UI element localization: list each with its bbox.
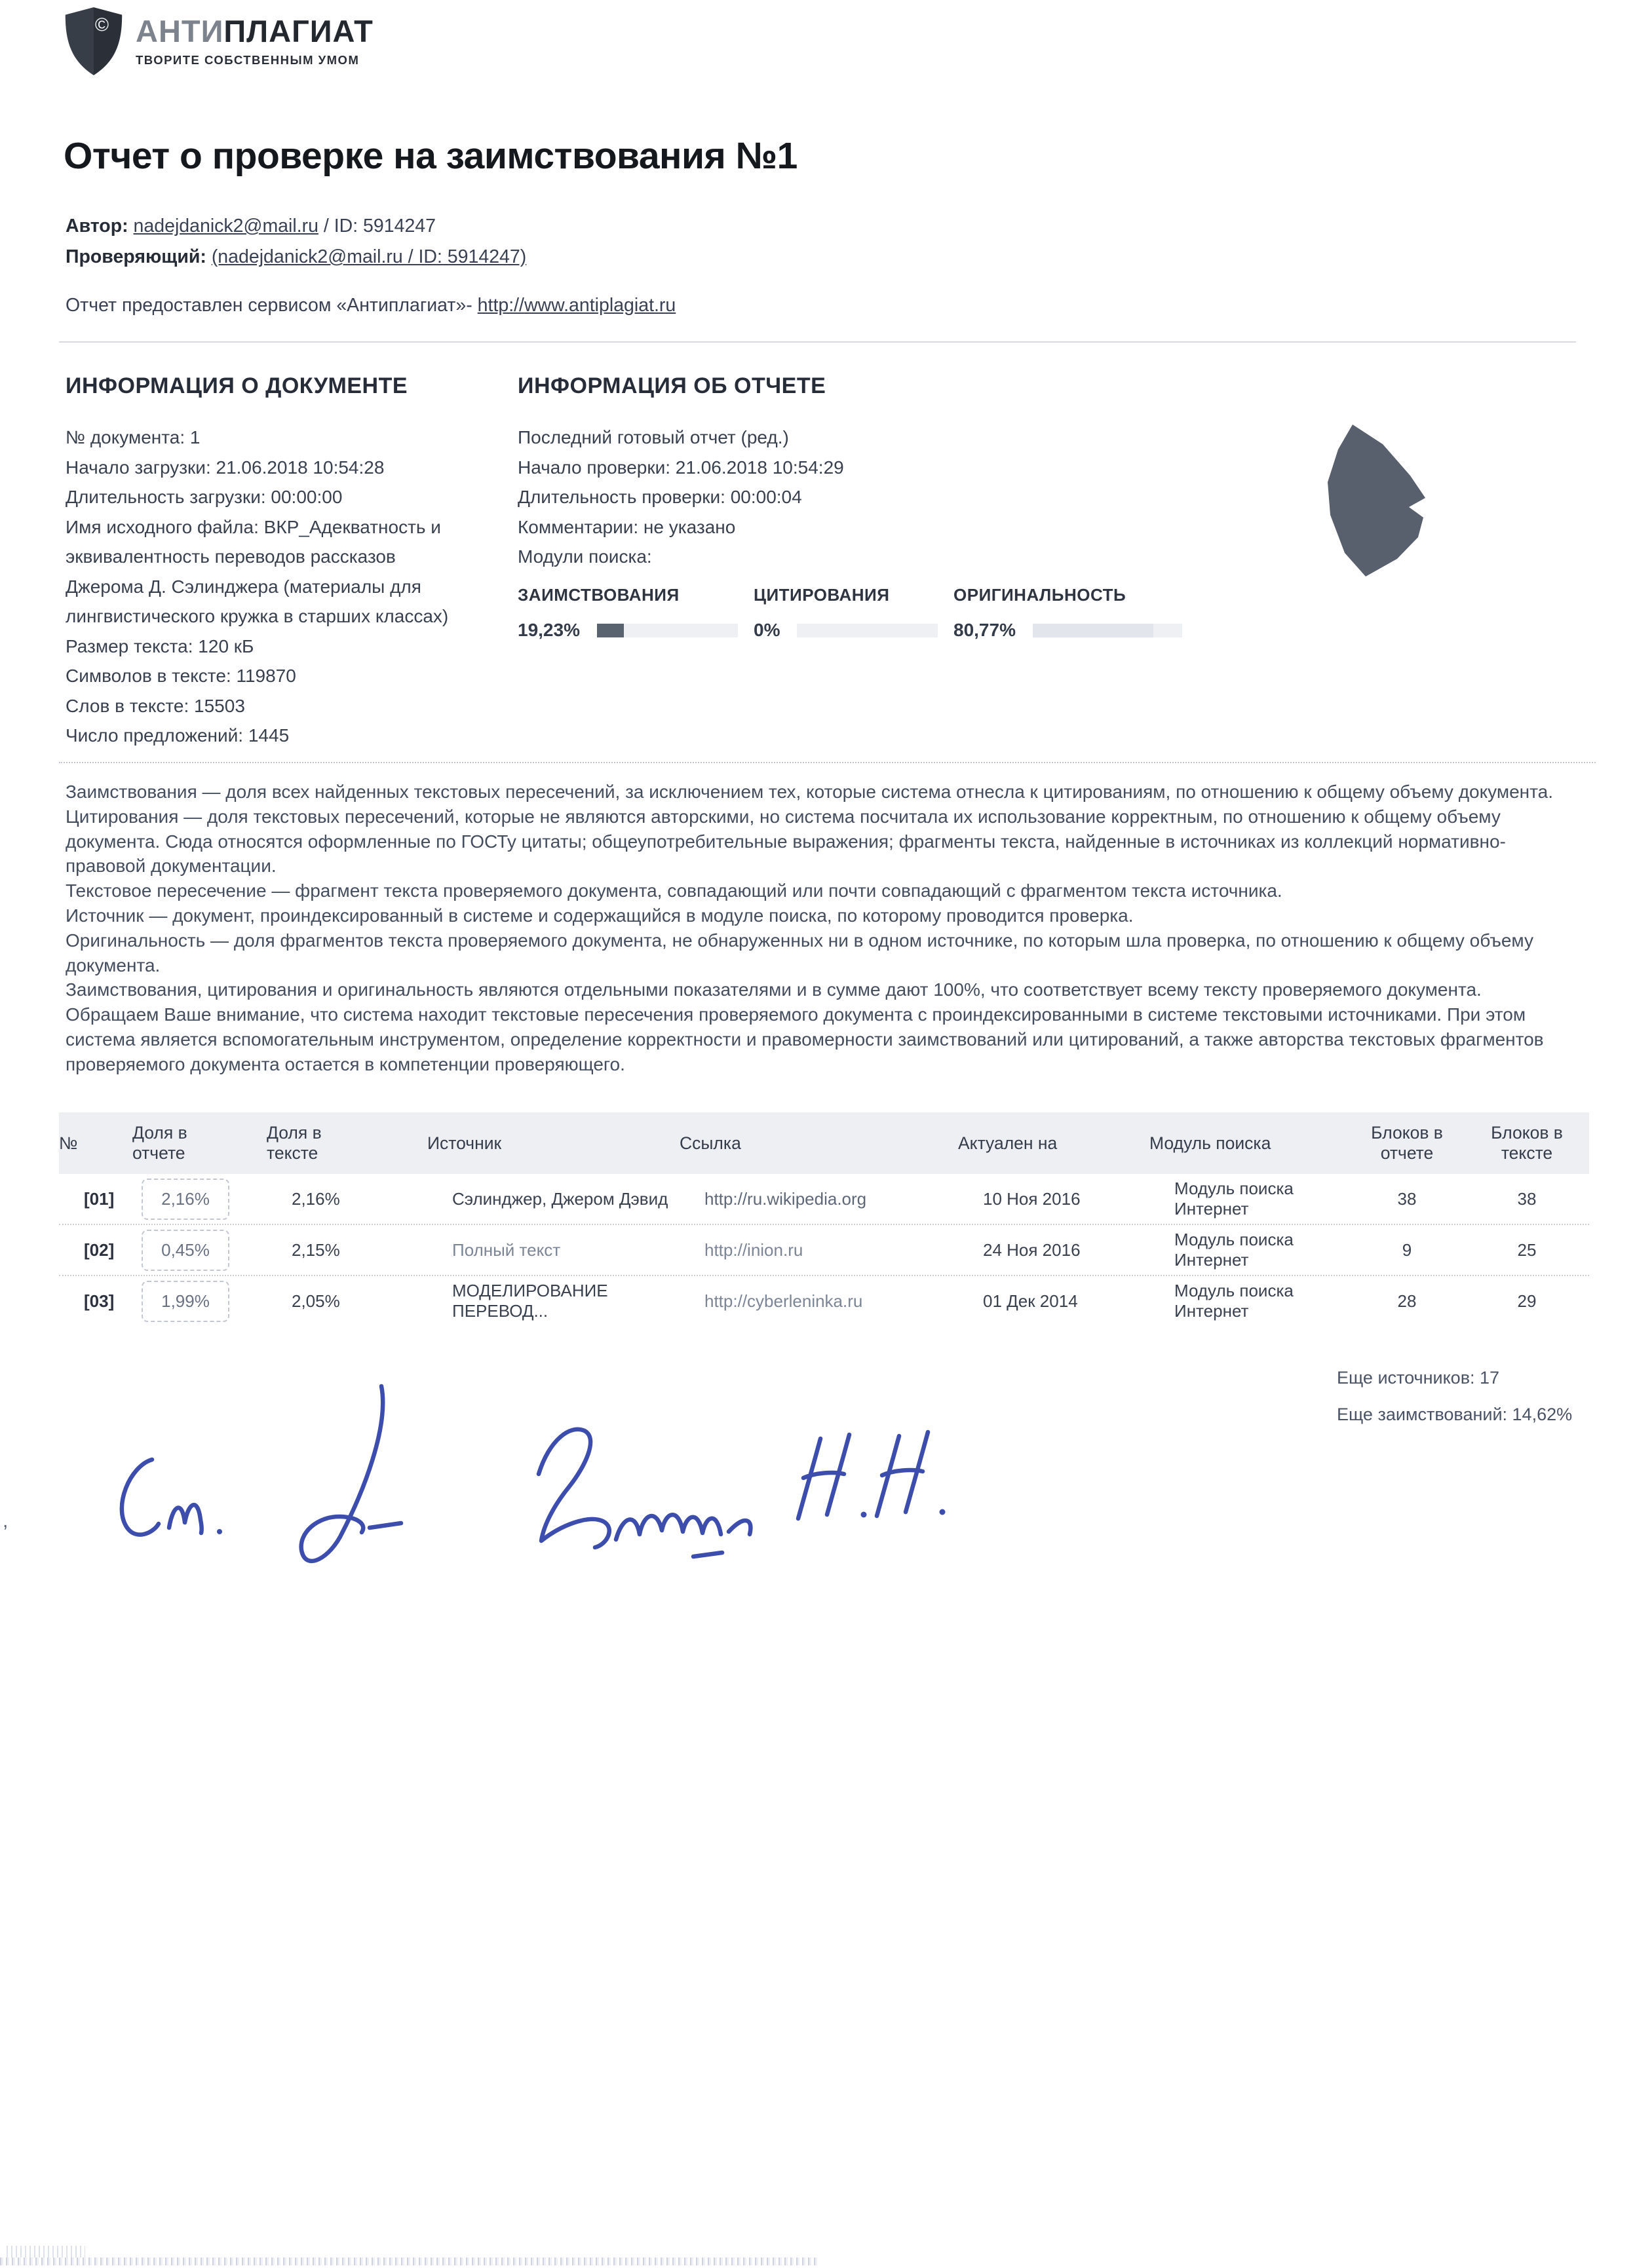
- metric-bar: [1033, 624, 1182, 637]
- cell-source: Сэлинджер, Джером Дэвид: [452, 1188, 668, 1209]
- brand-plagiat: ПЛАГИАТ: [223, 14, 374, 48]
- shield-copyright-icon: [62, 5, 125, 77]
- page-title: Отчет о проверке на заимствования №1: [64, 135, 798, 177]
- scan-artifact-wedge: [1318, 425, 1433, 578]
- header-module: Модуль поиска: [1149, 1133, 1271, 1153]
- definition-paragraph: Оригинальность — доля фрагментов текста проверяемого документа, не обнаруженных ни в одном источнике, по которым шла проверка, по отношению к общему объему документа.: [66, 930, 1533, 975]
- definitions-text: [66, 780, 1581, 1077]
- cell-link: [680, 1189, 958, 1209]
- header-source: Источник: [427, 1133, 502, 1153]
- metric-label: ЦИТИРОВАНИЯ: [754, 585, 890, 605]
- metric-bar: [597, 624, 738, 637]
- cell-num: [03]: [84, 1291, 115, 1311]
- service-url-link[interactable]: http://www.antiplagiat.ru: [477, 295, 676, 316]
- cell-blocks-text: 25: [1517, 1239, 1537, 1260]
- cell-actual: 10 Ноя 2016: [983, 1188, 1081, 1209]
- cell-actual: 24 Ноя 2016: [983, 1239, 1081, 1260]
- cell-source: МОДЕЛИРОВАНИЕ ПЕРЕВОД...: [452, 1281, 608, 1321]
- cell-module: Модуль поиска Интернет: [1174, 1230, 1294, 1270]
- header-blocks-text: Блоков в тексте: [1491, 1123, 1563, 1163]
- author-id: / ID: 5914247: [318, 216, 436, 236]
- brand-anti: АНТИ: [136, 14, 224, 48]
- meta-block: [66, 211, 676, 321]
- metric-value: 0%: [754, 620, 780, 640]
- metric-value: 80,77%: [953, 620, 1016, 640]
- service-prefix: Отчет предоставлен сервисом «Антиплагиат»-: [66, 295, 478, 316]
- info-line: Символов в тексте: 119870: [66, 666, 296, 686]
- info-line: Размер текста: 120 кБ: [66, 635, 254, 656]
- info-line: № документа: 1: [66, 427, 201, 447]
- cell-num: [02]: [84, 1239, 115, 1260]
- info-line: Слов в тексте: 15503: [66, 695, 245, 716]
- cell-module: Модуль поиска Интернет: [1174, 1281, 1294, 1321]
- header-actual: Актуален на: [958, 1133, 1058, 1153]
- author-line: [66, 211, 676, 242]
- header-num: №: [59, 1133, 78, 1153]
- document-info-lines: [66, 423, 465, 751]
- table-header-row: [59, 1112, 1589, 1174]
- cell-link: [680, 1240, 958, 1260]
- bottom-scan-artifact: [0, 2258, 819, 2265]
- header-blocks-report: Блоков в отчете: [1371, 1123, 1443, 1163]
- author-label: Автор:: [66, 216, 128, 236]
- metric-label: ЗАИМСТВОВАНИЯ: [518, 585, 680, 605]
- definition-paragraph: Обращаем Ваше внимание, что система находит текстовые пересечения проверяемого документа с проиндексированными в системе текстовыми источниками. При этом система является вспомогательным инструментом, определение корректности и правомерности заимствований или цитирований, а также авторства текстовых фрагментов проверяемого документа остается в компетенции проверяющего.: [66, 1004, 1544, 1074]
- metric-value: 19,23%: [518, 620, 580, 640]
- cell-share-text: 2,16%: [292, 1188, 340, 1209]
- definition-paragraph: Источник — документ, проиндексированный в системе и содержащийся в модуле поиска, по которому проводится проверка.: [66, 905, 1134, 926]
- bottom-scan-artifact-left: [7, 2246, 85, 2258]
- info-line: Начало загрузки: 21.06.2018 10:54:28: [66, 457, 385, 478]
- definition-paragraph: Заимствования — доля всех найденных текстовых пересечений, за исключением тех, которые система отнесла к цитированиям, по отношению к общему объему документа.: [66, 782, 1554, 802]
- reviewer-label: Проверяющий:: [66, 246, 206, 267]
- cell-blocks-text: 38: [1517, 1188, 1537, 1209]
- info-line: Модули поиска:: [518, 546, 652, 567]
- metric-citations: [754, 585, 938, 641]
- header-share-text: Доля в тексте: [267, 1123, 322, 1163]
- svg-text:©: ©: [94, 14, 109, 36]
- author-email-link[interactable]: nadejdanick2@mail.ru: [133, 216, 318, 236]
- divider-top: [59, 341, 1576, 343]
- metric-bar: [797, 624, 938, 637]
- cell-share-report: 0,45%: [132, 1230, 267, 1271]
- header-link: Ссылка: [680, 1133, 741, 1153]
- metric-borrowings: [518, 585, 738, 641]
- cell-link: [680, 1291, 958, 1312]
- source-link[interactable]: http://inion.ru: [704, 1239, 803, 1260]
- cell-blocks-report: 9: [1402, 1239, 1412, 1260]
- report-info-section: [518, 373, 963, 572]
- info-line: Начало проверки: 21.06.2018 10:54:29: [518, 457, 844, 478]
- report-info-lines: [518, 423, 963, 572]
- metric-label: ОРИГИНАЛЬНОСТЬ: [953, 585, 1126, 605]
- info-line: Комментарии: не указано: [518, 516, 736, 537]
- info-line: Длительность проверки: 00:00:04: [518, 487, 802, 507]
- antiplagiat-logo: [62, 5, 374, 77]
- definition-paragraph: Цитирования — доля текстовых пересечений, которые не являются авторскими, но система посчитала их использование корректным, по отношению к общему объему документа. Сюда относятся оформленные по ГОСТу цитаты; общеупотребительные выражения; фрагменты текста, найденные в источниках из коллекций нормативно-правовой документации.: [66, 806, 1506, 877]
- brand-tagline: ТВОРИТЕ СОБСТВЕННЫМ УМОМ: [136, 53, 360, 67]
- document-info-section: [66, 373, 465, 751]
- cell-blocks-text: 29: [1517, 1291, 1537, 1311]
- reviewer-email-link[interactable]: (nadejdanick2@mail.ru / ID: 5914247): [211, 246, 527, 267]
- definition-paragraph: Текстовое пересечение — фрагмент текста проверяемого документа, совпадающий или почти совпадающий с фрагментом текста источника.: [66, 880, 1282, 901]
- table-row: [59, 1275, 1589, 1326]
- cell-share-text: 2,15%: [292, 1239, 340, 1260]
- service-line: [66, 290, 676, 321]
- document-info-heading: ИНФОРМАЦИЯ О ДОКУМЕНТЕ: [66, 373, 408, 398]
- more-lines: [1337, 1359, 1572, 1433]
- cell-blocks-report: 28: [1397, 1291, 1417, 1311]
- handwritten-signature: [98, 1376, 1016, 1572]
- scan-edge-mark: ,: [3, 1510, 9, 1532]
- cell-num: [01]: [84, 1188, 115, 1209]
- source-link[interactable]: http://ru.wikipedia.org: [704, 1188, 867, 1209]
- info-line: Длительность загрузки: 00:00:00: [66, 487, 343, 507]
- report-info-heading: ИНФОРМАЦИЯ ОБ ОТЧЕТЕ: [518, 373, 826, 398]
- cell-blocks-report: 38: [1397, 1188, 1417, 1209]
- cell-source: Полный текст: [452, 1239, 561, 1260]
- cell-module: Модуль поиска Интернет: [1174, 1179, 1294, 1219]
- reviewer-line: [66, 242, 676, 273]
- info-line: Число предложений: 1445: [66, 725, 290, 746]
- table-row: [59, 1224, 1589, 1275]
- info-line: Имя исходного файла: ВКР_Адекватность и эквивалентность переводов рассказов Джерома Д. Сэлинджера (материалы для лингвистического кружка в старших классах): [66, 516, 449, 626]
- sources-table: [59, 1112, 1589, 1326]
- source-link[interactable]: http://cyberleninka.ru: [704, 1291, 863, 1311]
- cell-share-report: 2,16%: [132, 1179, 267, 1220]
- info-line: Последний готовый отчет (ред.): [518, 427, 789, 447]
- cell-share-text: 2,05%: [292, 1291, 340, 1311]
- cell-actual: 01 Дек 2014: [983, 1291, 1078, 1311]
- header-share-report: Доля в отчете: [132, 1123, 187, 1163]
- definition-paragraph: Заимствования, цитирования и оригинальность являются отдельными показателями и в сумме дают 100%, что соответствует всему тексту проверяемого документа.: [66, 979, 1482, 1000]
- cell-share-report: 1,99%: [132, 1281, 267, 1322]
- divider-definitions: [59, 762, 1596, 763]
- more-borrowings-line: Еще заимствований: 14,62%: [1337, 1405, 1573, 1424]
- more-sources-line: Еще источников: 17: [1337, 1368, 1500, 1388]
- table-row: [59, 1174, 1589, 1224]
- brand-text: [136, 5, 374, 67]
- metric-originality: [953, 585, 1182, 641]
